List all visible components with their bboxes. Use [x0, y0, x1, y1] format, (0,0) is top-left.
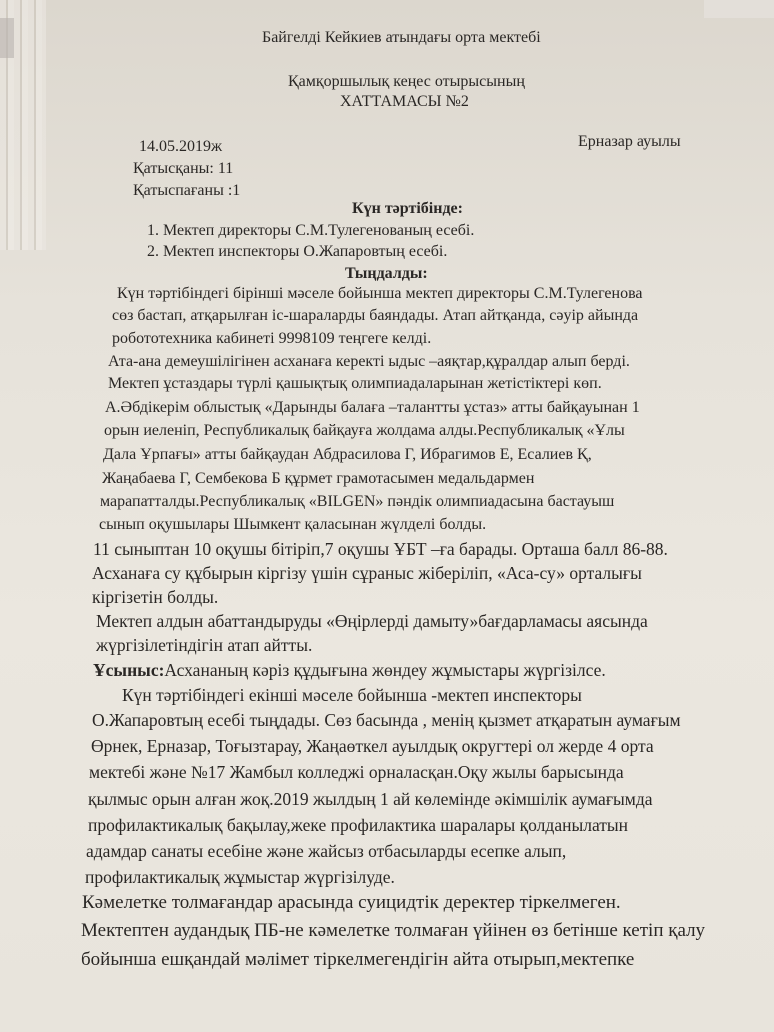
agenda-item: 1. Мектеп директоры С.М.Тулегенованың есебі. — [147, 222, 475, 239]
meeting-place: Ерназар ауылы — [578, 133, 681, 150]
meeting-date: 14.05.2019ж — [139, 138, 223, 155]
body-line: профилактикалық жұмыстар жүргізілуде. — [85, 867, 395, 887]
body-line: Күн тәртібіндегі бірінші мәселе бойынша мектеп директоры С.М.Тулегенова — [117, 285, 643, 302]
body-line: Дала Ұрпағы» атты байқаудан Абдрасилова Г, Ибрагимов Е, Есалиев Қ, — [103, 446, 592, 463]
body-line: сөз бастап, атқарылған іс-шараларды баяндады. Атап айтқанда, сәуір айында — [112, 307, 639, 324]
body-line: Мектеп алдын абаттандыруды «Өңірлерді дамыту»бағдарламасы аясында — [96, 611, 648, 631]
body-line: Ата-ана демеушілігінен асханаға керекті ыдыс –аяқтар,құралдар алып берді. — [108, 353, 630, 370]
school-name: Байгелді Кейкиев атындағы орта мектебі — [262, 29, 541, 46]
body-line: А.Әбдікерім облыстық «Дарынды балаға –талантты ұстаз» атты байқауынан 1 — [105, 399, 640, 416]
body-line: адамдар санаты есебіне және жайсыз отбасыларды есепке алып, — [86, 841, 567, 861]
body-line: мектебі және №17 Жамбыл колледжі орналасқан.Оқу жылы барысында — [89, 762, 624, 782]
absent-count: Қатыспағаны :1 — [133, 182, 241, 199]
body-line: робототехника кабинеті 9998109 теңгеге келді. — [112, 330, 432, 347]
protocol-title: ХАТТАМАСЫ №2 — [340, 93, 469, 110]
body-line: О.Жапаровтың есебі тыңдады. Сөз басында , менің қызмет атқаратын аумағым — [92, 710, 681, 730]
proposal-label: Ұсыныс: — [93, 660, 165, 680]
body-line: сынып оқушылары Шымкент қаласынан жүлделі болды. — [99, 516, 487, 533]
body-line: марапатталды.Республикалық «BILGEN» пәндік олимпиадасына бастауыш — [100, 493, 615, 510]
page-corner — [704, 0, 774, 18]
agenda-item: 2. Мектеп инспекторы О.Жапаровтың есебі. — [147, 243, 448, 260]
body-line: Күн тәртібіндегі екінші мәселе бойынша -мектеп инспекторы — [122, 685, 582, 705]
heard-title: Тыңдалды: — [345, 265, 428, 282]
body-line: орын иеленіп, Республикалық байқауға жолдама алды.Республикалық «Ұлы — [104, 422, 625, 439]
agenda-title: Күн тәртібінде: — [352, 200, 463, 217]
body-line: жүргізілетіндігін атап айтты. — [96, 635, 313, 655]
body-line: профилактикалық бақылау,жеке профилактика шаралары қолданылатын — [88, 815, 629, 835]
body-line: Мектеп ұстаздары түрлі қашықтық олимпиадаларынан жетістіктері көп. — [108, 375, 602, 392]
proposal — [93, 660, 606, 680]
body-line: қылмыс орын алған жоқ.2019 жылдың 1 ай көлемінде әкімшілік аумағымда — [88, 789, 653, 809]
proposal-text: Асхананың кәріз құдығына жөндеу жұмыстары жүргізілсе. — [164, 660, 606, 680]
council-title: Қамқоршылық кеңес отырысының — [288, 73, 525, 90]
edge-mark — [0, 18, 14, 58]
body-line: кіргізетін болды. — [92, 587, 219, 607]
body-line: Кәмелетке толмағандар арасында суицидтік деректер тіркелмеген. — [82, 892, 621, 913]
body-line: Мектептен аудандық ПБ-не кәмелетке толмаған үйінен өз бетінше кетіп қалу — [81, 920, 706, 941]
body-line: Асханаға су құбырын кіргізу үшін сұраныс жіберіліп, «Аса-су» орталығы — [92, 563, 642, 583]
body-line: Жаңабаева Г, Сембекова Б құрмет грамотасымен медальдармен — [102, 470, 535, 487]
body-line: бойынша ешқандай мәлімет тіркелмегендігін айта отырып,мектепке — [81, 949, 635, 970]
body-line: Өрнек, Ерназар, Тоғызтарау, Жаңаөткел ауылдық округтері ол жерде 4 орта — [91, 736, 654, 756]
attended-count: Қатысқаны: 11 — [133, 160, 234, 177]
body-line: 11 сыныптан 10 оқушы бітіріп,7 оқушы ҰБТ –ға барады. Орташа балл 86-88. — [93, 539, 668, 559]
